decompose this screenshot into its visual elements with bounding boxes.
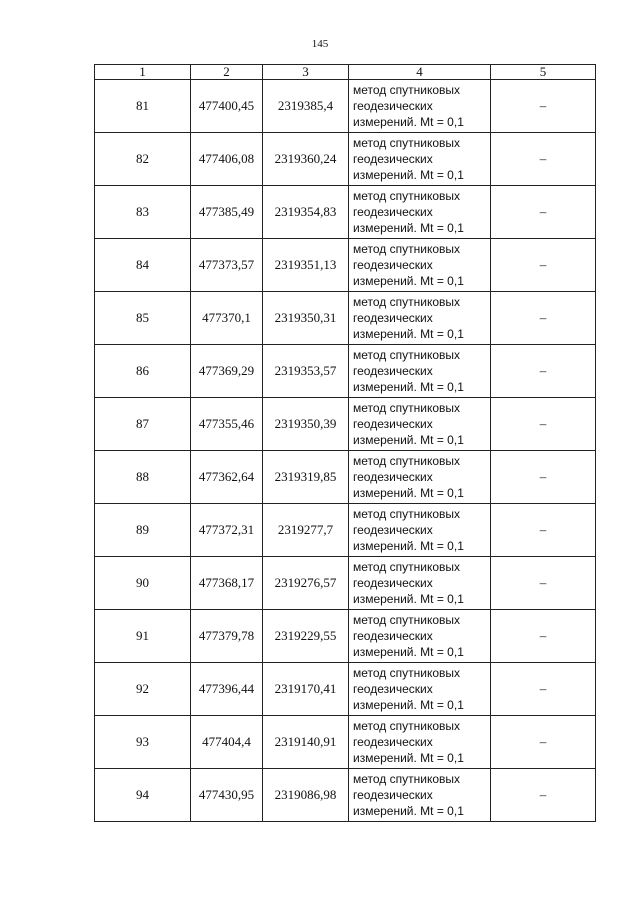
method-cell — [349, 345, 491, 398]
x-coordinate-cell: 477355,46 — [191, 398, 263, 451]
method-line: геодезических — [353, 682, 433, 696]
point-number-cell: 92 — [95, 663, 191, 716]
note-cell: – — [491, 133, 596, 186]
method-line: метод спутниковых — [353, 666, 461, 680]
x-coordinate-cell: 477400,45 — [191, 80, 263, 133]
table-header-row — [95, 65, 596, 80]
method-cell — [349, 769, 491, 822]
table-row — [95, 292, 596, 345]
column-header: 4 — [349, 65, 491, 80]
note-cell: – — [491, 80, 596, 133]
method-cell — [349, 663, 491, 716]
x-coordinate-cell: 477372,31 — [191, 504, 263, 557]
point-number-cell: 88 — [95, 451, 191, 504]
method-line: измерений. Mt = 0,1 — [353, 327, 464, 341]
method-cell — [349, 504, 491, 557]
y-coordinate-cell: 2319229,55 — [263, 610, 349, 663]
method-line: геодезических — [353, 417, 433, 431]
method-cell — [349, 292, 491, 345]
method-line: метод спутниковых — [353, 719, 461, 733]
note-cell: – — [491, 292, 596, 345]
method-line: метод спутниковых — [353, 136, 461, 150]
y-coordinate-cell: 2319277,7 — [263, 504, 349, 557]
method-line: геодезических — [353, 258, 433, 272]
point-number-cell: 87 — [95, 398, 191, 451]
y-coordinate-cell: 2319360,24 — [263, 133, 349, 186]
method-line: метод спутниковых — [353, 613, 461, 627]
method-line: геодезических — [353, 629, 433, 643]
table-row — [95, 133, 596, 186]
table-row — [95, 239, 596, 292]
y-coordinate-cell: 2319276,57 — [263, 557, 349, 610]
method-cell — [349, 716, 491, 769]
y-coordinate-cell: 2319350,39 — [263, 398, 349, 451]
note-cell: – — [491, 398, 596, 451]
method-line: измерений. Mt = 0,1 — [353, 221, 464, 235]
method-line: измерений. Mt = 0,1 — [353, 804, 464, 818]
table-row — [95, 610, 596, 663]
method-cell — [349, 239, 491, 292]
point-number-cell: 94 — [95, 769, 191, 822]
page-number: 145 — [311, 38, 329, 50]
note-cell: – — [491, 557, 596, 610]
point-number-cell: 91 — [95, 610, 191, 663]
column-header: 3 — [263, 65, 349, 80]
method-line: геодезических — [353, 788, 433, 802]
x-coordinate-cell: 477379,78 — [191, 610, 263, 663]
method-line: измерений. Mt = 0,1 — [353, 751, 464, 765]
method-line: геодезических — [353, 523, 433, 537]
y-coordinate-cell: 2319319,85 — [263, 451, 349, 504]
note-cell: – — [491, 716, 596, 769]
table-row — [95, 716, 596, 769]
method-cell — [349, 80, 491, 133]
note-cell: – — [491, 610, 596, 663]
method-cell — [349, 398, 491, 451]
y-coordinate-cell: 2319385,4 — [263, 80, 349, 133]
table-row — [95, 769, 596, 822]
method-line: измерений. Mt = 0,1 — [353, 168, 464, 182]
method-line: геодезических — [353, 99, 433, 113]
note-cell: – — [491, 345, 596, 398]
table-row — [95, 663, 596, 716]
table-row — [95, 186, 596, 239]
method-line: метод спутниковых — [353, 560, 461, 574]
method-line: метод спутниковых — [353, 772, 461, 786]
method-line: измерений. Mt = 0,1 — [353, 486, 464, 500]
table-row — [95, 504, 596, 557]
y-coordinate-cell: 2319354,83 — [263, 186, 349, 239]
column-header: 2 — [191, 65, 263, 80]
table-row — [95, 80, 596, 133]
method-line: измерений. Mt = 0,1 — [353, 115, 464, 129]
point-number-cell: 89 — [95, 504, 191, 557]
method-line: измерений. Mt = 0,1 — [353, 539, 464, 553]
method-line: геодезических — [353, 205, 433, 219]
x-coordinate-cell: 477396,44 — [191, 663, 263, 716]
point-number-cell: 85 — [95, 292, 191, 345]
point-number-cell: 83 — [95, 186, 191, 239]
x-coordinate-cell: 477369,29 — [191, 345, 263, 398]
table-row — [95, 557, 596, 610]
table-row — [95, 451, 596, 504]
table-row — [95, 345, 596, 398]
note-cell: – — [491, 663, 596, 716]
point-number-cell: 90 — [95, 557, 191, 610]
method-line: измерений. Mt = 0,1 — [353, 433, 464, 447]
point-number-cell: 93 — [95, 716, 191, 769]
method-line: геодезических — [353, 152, 433, 166]
method-line: метод спутниковых — [353, 348, 461, 362]
y-coordinate-cell: 2319170,41 — [263, 663, 349, 716]
note-cell: – — [491, 451, 596, 504]
y-coordinate-cell: 2319351,13 — [263, 239, 349, 292]
column-header: 1 — [95, 65, 191, 80]
y-coordinate-cell: 2319350,31 — [263, 292, 349, 345]
coordinates-table — [94, 64, 596, 822]
method-line: геодезических — [353, 311, 433, 325]
x-coordinate-cell: 477406,08 — [191, 133, 263, 186]
point-number-cell: 84 — [95, 239, 191, 292]
x-coordinate-cell: 477370,1 — [191, 292, 263, 345]
point-number-cell: 82 — [95, 133, 191, 186]
method-line: измерений. Mt = 0,1 — [353, 645, 464, 659]
column-header: 5 — [491, 65, 596, 80]
method-line: геодезических — [353, 735, 433, 749]
note-cell: – — [491, 504, 596, 557]
method-line: метод спутниковых — [353, 507, 461, 521]
note-cell: – — [491, 186, 596, 239]
method-cell — [349, 557, 491, 610]
x-coordinate-cell: 477385,49 — [191, 186, 263, 239]
method-line: метод спутниковых — [353, 401, 461, 415]
method-line: геодезических — [353, 576, 433, 590]
method-line: измерений. Mt = 0,1 — [353, 274, 464, 288]
method-cell — [349, 186, 491, 239]
note-cell: – — [491, 769, 596, 822]
y-coordinate-cell: 2319086,98 — [263, 769, 349, 822]
method-line: измерений. Mt = 0,1 — [353, 592, 464, 606]
x-coordinate-cell: 477430,95 — [191, 769, 263, 822]
x-coordinate-cell: 477368,17 — [191, 557, 263, 610]
y-coordinate-cell: 2319140,91 — [263, 716, 349, 769]
point-number-cell: 86 — [95, 345, 191, 398]
method-line: геодезических — [353, 470, 433, 484]
method-line: метод спутниковых — [353, 454, 461, 468]
method-line: измерений. Mt = 0,1 — [353, 698, 464, 712]
method-cell — [349, 610, 491, 663]
x-coordinate-cell: 477373,57 — [191, 239, 263, 292]
method-line: метод спутниковых — [353, 295, 461, 309]
method-line: измерений. Mt = 0,1 — [353, 380, 464, 394]
method-line: метод спутниковых — [353, 242, 461, 256]
method-line: геодезических — [353, 364, 433, 378]
note-cell: – — [491, 239, 596, 292]
table-row — [95, 398, 596, 451]
point-number-cell: 81 — [95, 80, 191, 133]
table-body — [95, 80, 596, 822]
x-coordinate-cell: 477362,64 — [191, 451, 263, 504]
method-line: метод спутниковых — [353, 189, 461, 203]
x-coordinate-cell: 477404,4 — [191, 716, 263, 769]
method-line: метод спутниковых — [353, 83, 461, 97]
method-cell — [349, 451, 491, 504]
method-cell — [349, 133, 491, 186]
y-coordinate-cell: 2319353,57 — [263, 345, 349, 398]
